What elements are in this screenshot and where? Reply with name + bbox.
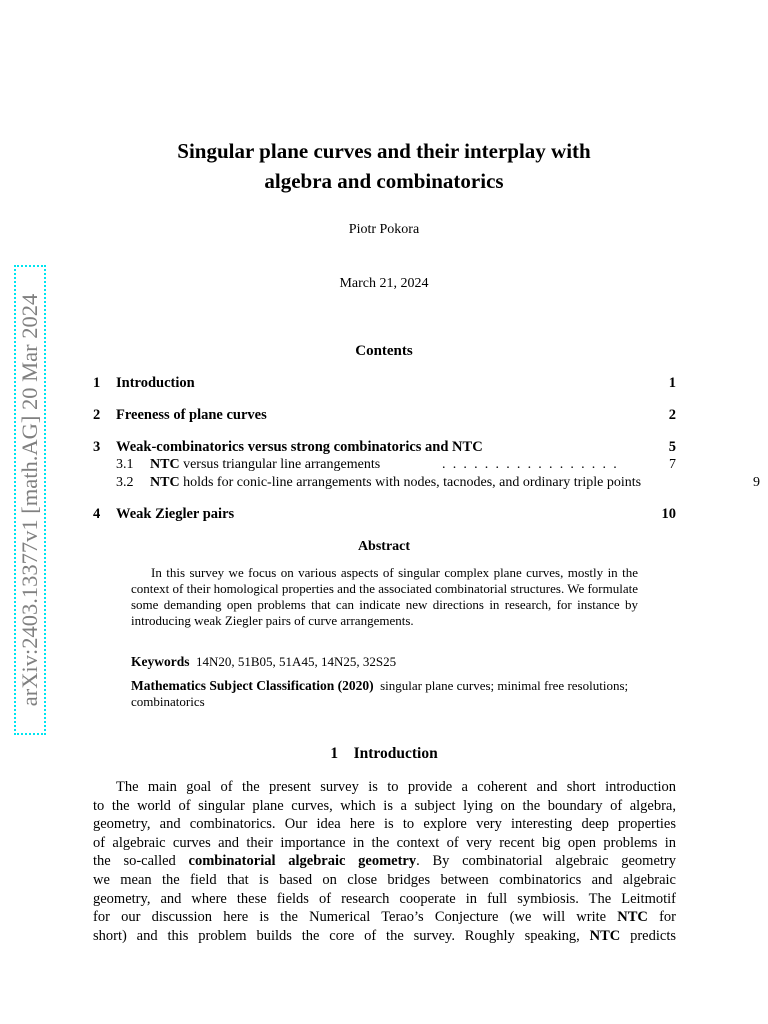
bold-term: combinatorial algebraic geometry — [188, 853, 417, 870]
toc-title: Introduction — [116, 375, 195, 391]
body-line: of algebraic curves and their importance in the context of very recent big open problems in — [93, 834, 676, 851]
abstract-body — [131, 565, 638, 629]
introduction-body — [93, 778, 676, 945]
keywords — [131, 654, 638, 670]
text-run: for our discussion here is the Numerical Terao’s Conjecture (we will write — [93, 909, 618, 926]
section-title: Introduction — [353, 745, 438, 762]
body-line: we mean the field that is based on close bridges between combinatorics and algebraic — [93, 871, 676, 888]
toc-page: 1 — [668, 375, 676, 391]
body-line: geometry, and combinatorics. Our idea here is to explore very interesting deep properties — [93, 816, 676, 833]
toc-title — [150, 475, 641, 491]
toc-title-rest: versus triangular line arrangements — [179, 457, 381, 472]
body-line: geometry, and where these fields of research cooperate in full symbiosis. The Leitmotif — [93, 890, 676, 907]
toc-title: Weak-combinatorics versus strong combinatorics and NTC — [116, 439, 483, 455]
toc-leader-dots: ................. — [442, 457, 624, 472]
abstract-heading: Abstract — [357, 539, 411, 554]
toc-number: 4 — [93, 506, 101, 522]
bold-term: NTC — [589, 927, 621, 944]
arxiv-identifier: arXiv:2403.13377v1 [math.AG] 20 Mar 2024 — [16, 293, 42, 707]
text-run: predicts — [620, 927, 677, 944]
toc-page: 7 — [669, 457, 676, 472]
body-line: to the world of singular plane curves, which is a subject lying on the boundary of algebra, — [93, 797, 676, 814]
toc-title-bold: NTC — [150, 457, 180, 472]
text-run: short) and this problem builds the core of the survey. Roughly speaking, — [93, 927, 590, 944]
section-heading-introduction — [0, 745, 768, 763]
toc-page: 5 — [668, 439, 676, 455]
msc — [131, 678, 633, 710]
title-line-2: algebra and combinatorics — [264, 169, 504, 193]
body-line — [93, 852, 676, 871]
toc-title: Weak Ziegler pairs — [116, 506, 235, 522]
keywords-label: Keywords — [131, 654, 190, 669]
body-line — [93, 908, 676, 927]
msc-value: singular plane curves; minimal free resolutions; combinatorics — [131, 678, 629, 709]
toc-number: 2 — [93, 407, 101, 423]
toc-number: 3.2 — [116, 475, 134, 490]
arxiv-stamp — [14, 265, 46, 735]
author: Piotr Pokora — [348, 222, 420, 237]
toc-page: 9 — [753, 475, 760, 490]
section-number: 1 — [330, 745, 339, 762]
toc-title — [150, 457, 380, 473]
abstract-text: In this survey we focus on various aspects of singular complex plane curves, mostly in the context of their homological properties and the associated combinatorial structures. We formulate some demanding open problems that can indicate new directions in research, for instance by introducing weak Ziegler pairs of curve arrangements. — [131, 565, 638, 628]
toc-page: 2 — [668, 407, 676, 423]
text-run: for — [647, 909, 676, 926]
body-line: The main goal of the present survey is to provide a coherent and short introduction — [116, 779, 676, 795]
toc-title: Freeness of plane curves — [116, 407, 267, 423]
keywords-value: 14N20, 51B05, 51A45, 14N25, 32S25 — [196, 654, 397, 669]
toc-page: 10 — [661, 506, 676, 522]
msc-label: Mathematics Subject Classification (2020) — [131, 678, 374, 693]
toc-number: 3.1 — [116, 457, 134, 472]
toc-number: 1 — [93, 375, 101, 391]
toc-heading: Contents — [355, 343, 413, 359]
toc-title-bold: NTC — [150, 475, 180, 490]
bold-term: NTC — [617, 909, 648, 926]
title-line-1: Singular plane curves and their interplay with — [177, 139, 591, 163]
body-line — [93, 927, 676, 946]
toc-number: 3 — [93, 439, 101, 455]
text-run: . By combinatorial algebraic geometry — [416, 853, 676, 870]
toc-title-rest: holds for conic-line arrangements with nodes, tacnodes, and ordinary triple points — [179, 475, 642, 490]
date: March 21, 2024 — [339, 276, 429, 291]
paper-title — [0, 136, 768, 196]
text-run: the so-called — [93, 853, 189, 870]
